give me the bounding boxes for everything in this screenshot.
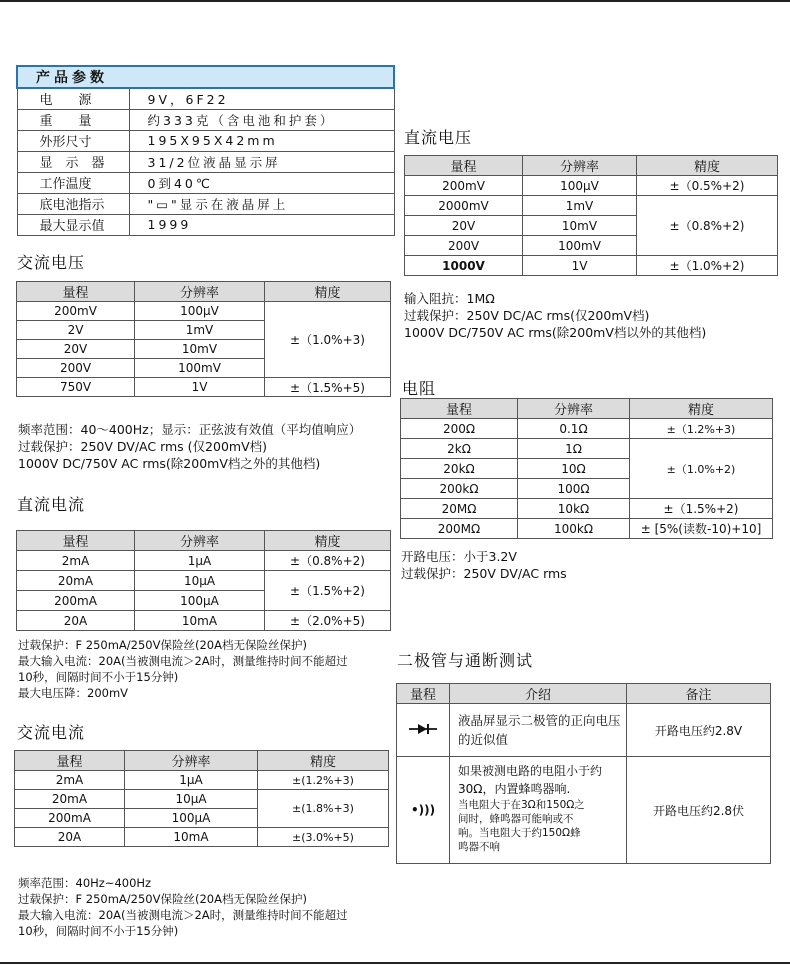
col-accuracy: 精度: [258, 751, 389, 771]
range-cell: 200Ω: [401, 419, 518, 439]
col-resolution: 分辨率: [135, 282, 265, 302]
resolution-cell: 1Ω: [518, 439, 630, 459]
col-resolution: 分辨率: [125, 751, 258, 771]
col-range: 量程: [15, 751, 125, 771]
spec-key: 重 量: [17, 109, 129, 130]
range-cell: 750V: [17, 378, 135, 397]
resolution-cell: 1V: [523, 256, 637, 276]
accuracy-cell: ± [5%(读数-10)+10]: [630, 519, 773, 539]
buzzer-symbol-cell: [397, 757, 450, 864]
range-cell: 20mA: [17, 571, 135, 591]
col-range: 量程: [405, 156, 523, 176]
resolution-cell: 100μA: [125, 809, 258, 828]
range-cell: 200V: [405, 236, 523, 256]
spec-value: 195X95X42mm: [129, 130, 394, 151]
diode-title: 二极管与通断测试: [397, 651, 534, 670]
resolution-cell: 1mV: [523, 196, 637, 216]
resolution-cell: 10mV: [523, 216, 637, 236]
resolution-cell: 1V: [135, 378, 265, 397]
spec-key: 外形尺寸: [17, 130, 129, 151]
diode-symbol-cell: [397, 704, 450, 757]
range-cell: 200mV: [17, 302, 135, 321]
range-cell: 20MΩ: [401, 499, 518, 519]
spec-value: 1999: [129, 214, 394, 235]
range-cell: 20kΩ: [401, 459, 518, 479]
accuracy-cell: ±（0.8%+2): [265, 551, 391, 571]
col-accuracy: 精度: [265, 531, 391, 551]
resolution-cell: 10μA: [125, 790, 258, 809]
col-accuracy: 精度: [630, 399, 773, 419]
range-cell: 20V: [405, 216, 523, 236]
spec-value: 约333克（含电池和护套）: [129, 109, 394, 130]
resolution-cell: 1μA: [125, 771, 258, 790]
spec-key: 工作温度: [17, 172, 129, 193]
resolution-cell: 100μV: [523, 176, 637, 196]
col-range: 量程: [401, 399, 518, 419]
dcv-title: 直流电压: [404, 128, 473, 147]
range-cell: 2kΩ: [401, 439, 518, 459]
accuracy-cell: ±（1.0%+2): [637, 256, 778, 276]
spec-title: 产品参数: [17, 66, 394, 88]
top-rule: [0, 0, 790, 2]
accuracy-cell: ±(3.0%+5): [258, 828, 389, 847]
range-cell: 20A: [17, 611, 135, 631]
accuracy-cell: ±（1.0%+2): [630, 439, 773, 499]
accuracy-cell: ±（1.0%+3): [265, 302, 391, 378]
spec-key: 电 源: [17, 88, 129, 109]
dca-notes: 过载保护：F 250mA/250V保险丝(20A档无保险丝保护) 最大输入电流：20A(当被测电流＞2A时，测量维持时间不能超过 10秒，间隔时间不小于15分钟) 最大电压降：200mV: [18, 638, 348, 700]
accuracy-cell: ±(1.2%+3): [258, 771, 389, 790]
resolution-cell: 100kΩ: [518, 519, 630, 539]
buzzer-intro-sub: 当电阻大于在3Ω和150Ω之间时，蜂鸣器可能响或不响。当电阻大于约150Ω蜂鸣器不响: [458, 799, 585, 853]
col-resolution: 分辨率: [135, 531, 265, 551]
range-cell: 20V: [17, 340, 135, 359]
buzzer-remark: 开路电压约2.8伏: [627, 757, 771, 864]
aca-table: [14, 750, 389, 847]
spec-key: 底电池指示: [17, 193, 129, 214]
range-cell: 200mV: [405, 176, 523, 196]
diode-icon: [409, 723, 437, 735]
res-table: [400, 398, 773, 539]
dcv-notes: 输入阻抗：1MΩ 过载保护：250V DC/AC rms(仅200mV档) 1000V DC/750V AC rms(除200mV档以外的其他档): [404, 291, 707, 340]
accuracy-cell: ±（1.5%+5): [265, 378, 391, 397]
col-range: 量程: [397, 684, 450, 704]
range-cell: 200kΩ: [401, 479, 518, 499]
range-cell: 1000V: [405, 256, 523, 276]
range-cell: 20A: [15, 828, 125, 847]
spec-value: 0到40℃: [129, 172, 394, 193]
col-resolution: 分辨率: [523, 156, 637, 176]
aca-notes: 频率范围：40Hz~400Hz 过载保护：F 250mA/250V保险丝(20A档无保险丝保护) 最大输入电流：20A(当被测电流＞2A时，测量维持时间不能超过 10秒，间隔时间不小于15分钟): [18, 876, 348, 938]
resolution-cell: 100Ω: [518, 479, 630, 499]
resolution-cell: 1μA: [135, 551, 265, 571]
acv-title: 交流电压: [17, 253, 86, 272]
bottom-rule: [0, 962, 790, 964]
accuracy-cell: ±（2.0%+5): [265, 611, 391, 631]
accuracy-cell: ±(1.8%+3): [258, 790, 389, 828]
resolution-cell: 0.1Ω: [518, 419, 630, 439]
dca-title: 直流电流: [17, 495, 86, 514]
range-cell: 2000mV: [405, 196, 523, 216]
range-cell: 200MΩ: [401, 519, 518, 539]
accuracy-cell: ±（1.5%+2): [265, 571, 391, 611]
spec-value: 9V，6F22: [129, 88, 394, 109]
accuracy-cell: ±（0.8%+2): [637, 196, 778, 256]
col-intro: 介绍: [450, 684, 627, 704]
accuracy-cell: ±（1.2%+3): [630, 419, 773, 439]
dcv-table: [404, 155, 778, 276]
diode-intro: 液晶屏显示二极管的正向电压的近似值: [450, 704, 627, 757]
resolution-cell: 10mA: [135, 611, 265, 631]
resolution-cell: 1mV: [135, 321, 265, 340]
range-cell: 2mA: [15, 771, 125, 790]
buzzer-icon: •))): [410, 803, 436, 817]
spec-key: 显 示 器: [17, 151, 129, 172]
res-notes: 开路电压：小于3.2V 过载保护：250V DV/AC rms: [401, 549, 567, 581]
acv-table: [16, 281, 391, 397]
diode-remark: 开路电压约2.8V: [627, 704, 771, 757]
dca-table: [16, 530, 391, 631]
range-cell: 200V: [17, 359, 135, 378]
accuracy-cell: ±（1.5%+2): [630, 499, 773, 519]
range-cell: 20mA: [15, 790, 125, 809]
resolution-cell: 10Ω: [518, 459, 630, 479]
col-accuracy: 精度: [637, 156, 778, 176]
resolution-cell: 100μV: [135, 302, 265, 321]
buzzer-intro: [450, 757, 627, 864]
range-cell: 200mA: [15, 809, 125, 828]
range-cell: 2V: [17, 321, 135, 340]
spec-value: "▭"显示在液晶屏上: [129, 193, 394, 214]
spec-table: [16, 65, 395, 236]
col-range: 量程: [17, 282, 135, 302]
resolution-cell: 100mV: [135, 359, 265, 378]
resolution-cell: 100mV: [523, 236, 637, 256]
spec-key: 最大显示值: [17, 214, 129, 235]
resolution-cell: 10mA: [125, 828, 258, 847]
resolution-cell: 10kΩ: [518, 499, 630, 519]
col-resolution: 分辨率: [518, 399, 630, 419]
diode-table: [396, 683, 771, 864]
col-remark: 备注: [627, 684, 771, 704]
resolution-cell: 10μA: [135, 571, 265, 591]
acv-notes: 频率范围：40～400Hz；显示：正弦波有效值（平均值响应） 过载保护：250V DV/AC rms (仅200mV档) 1000V DC/750V AC rms(除200mV档之外的其他档): [18, 422, 362, 471]
accuracy-cell: ±（0.5%+2): [637, 176, 778, 196]
range-cell: 2mA: [17, 551, 135, 571]
spec-value: 31/2位液晶显示屏: [129, 151, 394, 172]
range-cell: 200mA: [17, 591, 135, 611]
buzzer-intro-main: 如果被测电路的电阻小于约30Ω，内置蜂鸣器响.: [458, 764, 603, 796]
resolution-cell: 10mV: [135, 340, 265, 359]
col-range: 量程: [17, 531, 135, 551]
aca-title: 交流电流: [17, 723, 86, 742]
col-accuracy: 精度: [265, 282, 391, 302]
resolution-cell: 100μA: [135, 591, 265, 611]
res-title: 电阻: [402, 379, 437, 398]
